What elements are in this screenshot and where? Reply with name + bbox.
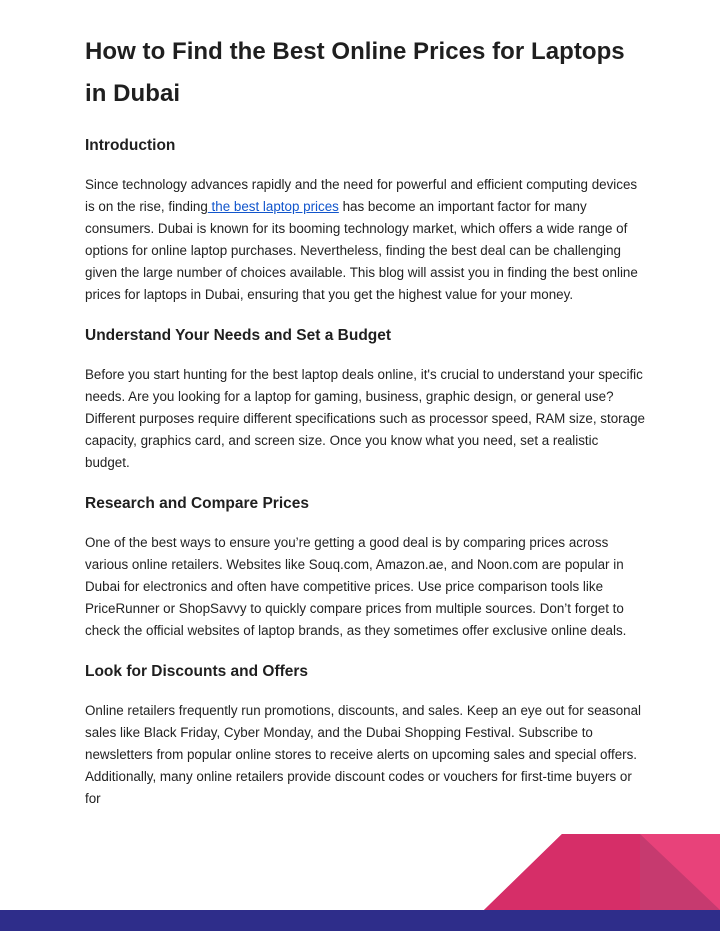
paragraph-discounts-offers: Online retailers frequently run promotions, discounts, and sales. Keep an eye out for seasonal sales like Black Friday, Cyber Monday, and the Dubai Shopping Festival. Subscribe to newsletters from popular online stores to receive alerts on upcoming sales and special offers. Additionally, many online retailers provide discount codes or vouchers for first-time buyers or for bbox=[85, 703, 642, 806]
paragraph-text: has become an important factor for many consumers. Dubai is known for its booming technology market, which offers a wide range of options for online laptop purchases. Nevertheless, finding the best deal can be challenging given the large number of choices available. This blog will assist you in finding the best online prices for laptops in Dubai, ensuring that you get the highest value for your money. bbox=[85, 199, 638, 302]
paragraph-text: Since technology advances rapidly and the need for powerful and efficient computing devices is on the rise, finding bbox=[85, 177, 638, 214]
section-heading-introduction: Introduction bbox=[85, 137, 176, 154]
section-heading-research-compare: Research and Compare Prices bbox=[85, 495, 309, 512]
section-heading-discounts-offers: Look for Discounts and Offers bbox=[85, 663, 309, 680]
dark-pink-shape bbox=[484, 834, 640, 910]
paragraph-research-compare: One of the best ways to ensure you’re getting a good deal is by comparing prices across various online retailers. Websites like Souq.com, Amazon.ae, and Noon.com are popular in Dubai for electronics and often have competitive prices. Use price comparison tools like PriceRunner or ShopSavvy to quickly compare prices from multiple sources. Don’t forget to check the official websites of laptop brands, as they sometimes offer exclusive online deals. bbox=[85, 535, 627, 638]
section-heading-needs-budget: Understand Your Needs and Set a Budget bbox=[85, 327, 392, 344]
paragraph-needs-budget: Before you start hunting for the best laptop deals online, it's crucial to understand your specific needs. Are you looking for a laptop for gaming, business, graphic design, or general use? Different purposes require different specifications such as processor speed, RAM size, storage capacity, graphics card, and screen size. Once you know what you need, set a realistic budget. bbox=[85, 367, 645, 470]
best-laptop-prices-link[interactable]: the best laptop prices bbox=[207, 199, 339, 214]
page-title: How to Find the Best Online Prices for Laptops in Dubai bbox=[85, 38, 625, 107]
decorative-corner-graphic bbox=[484, 834, 720, 910]
paragraph-introduction bbox=[85, 174, 645, 306]
footer-bar bbox=[0, 910, 720, 931]
document-page bbox=[85, 31, 645, 810]
